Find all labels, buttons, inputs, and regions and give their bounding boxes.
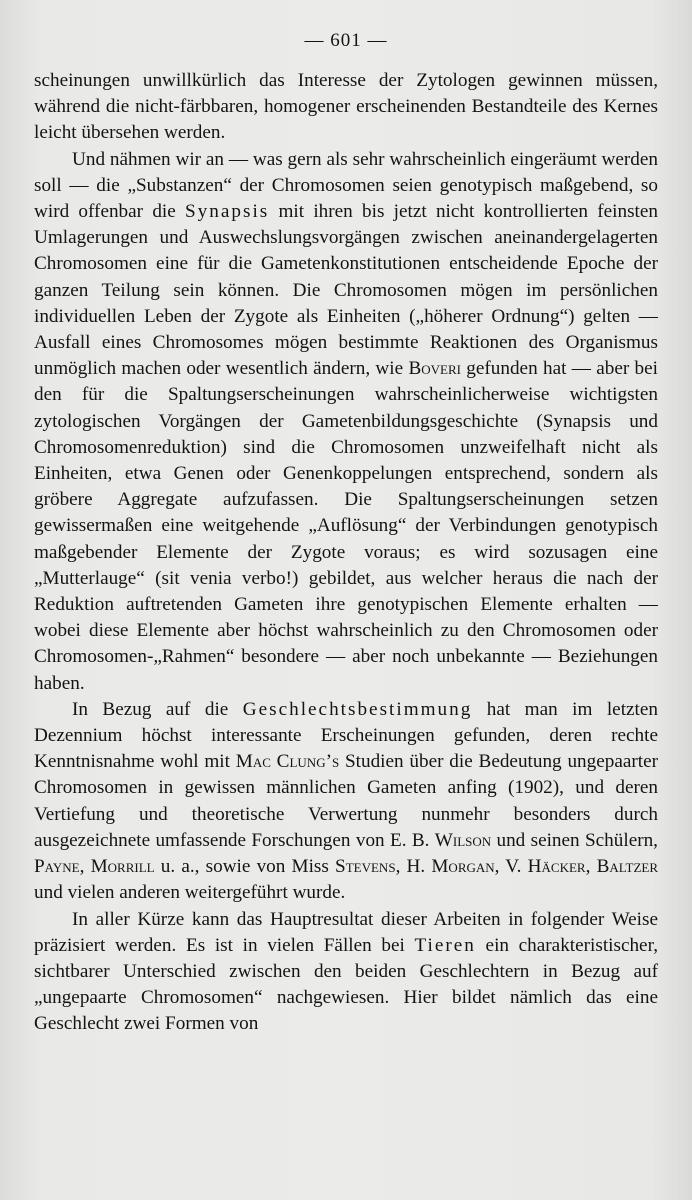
paragraph bbox=[34, 907, 658, 1038]
author-name: Baltzer bbox=[596, 856, 659, 878]
text-run: ein charakteristischer, sichtbarer Unterschied zwischen den beiden Geschlechtern in Bezug auf „ungepaarte Chromosomen“ nachgewiesen. Hier bildet nämlich das eine Geschlecht zwei Formen von bbox=[34, 934, 658, 1035]
text-run: gefunden hat — aber bei den für die Spaltungserscheinungen wahrscheinlicherweise wichtigsten zytologischen Vorgängen der Gametenbildungsgeschichte (Synapsis und Chromosomenreduktion) sind die Chromosomen unzweifelhaft nicht als Einheiten, etwa Genen oder Genenkoppelungen entsprechend, sondern als gröbere Aggregate aufzufassen. Die Spaltungserscheinungen setzen gewissermaßen eine weitgehende „Auflösung“ der Verbindungen genotypisch maßgebender Elemente der Zygote voraus; es wird sozusagen eine „Mutterlauge“ (sit venia verbo!) gebildet, aus welcher heraus die nach der Reduktion auftretenden Gameten ihre genotypischen Elemente erhalten — wobei diese Elemente aber höchst wahrscheinlich zu den Chromosomen oder Chromosomen-„Rahmen“ besondere — aber noch unbekannte — Beziehungen haben. bbox=[34, 358, 658, 694]
author-name: Wilson bbox=[434, 829, 492, 851]
text-run: In aller Kürze kann das Hauptresultat dieser Arbeiten in folgender Weise präzisiert werden. Es ist in vielen Fällen bei bbox=[34, 908, 658, 956]
page-number: — 601 — bbox=[304, 30, 388, 51]
spaced-emphasis: Geschlechtsbestimmung bbox=[242, 698, 473, 720]
author-name: Payne bbox=[34, 856, 80, 878]
paragraph bbox=[34, 147, 658, 697]
author-name: Mac Clung’s bbox=[235, 751, 340, 773]
text-run: hat man im letzten Dezennium höchst interessante Erscheinungen gefunden, deren rechte Kenntnisnahme wohl mit bbox=[34, 698, 658, 773]
paragraph bbox=[34, 68, 658, 147]
spaced-emphasis: Tieren bbox=[414, 934, 476, 956]
spaced-emphasis: Synapsis bbox=[185, 201, 270, 223]
text-run: und vielen anderen weitergeführt wurde. bbox=[34, 882, 346, 904]
author-name: Boveri bbox=[408, 358, 461, 380]
text-run: , bbox=[79, 856, 91, 878]
body-text bbox=[34, 68, 658, 1038]
author-name: Stevens bbox=[335, 856, 396, 878]
paragraph bbox=[34, 697, 658, 907]
text-run: , H. bbox=[395, 856, 432, 878]
text-run: , bbox=[585, 856, 597, 878]
author-name: Morgan bbox=[431, 856, 495, 878]
text-run: und seinen Schülern, bbox=[491, 829, 658, 851]
text-run: scheinungen unwillkürlich das Interesse der Zytologen gewinnen müssen, während die nicht-färbbaren, homogener erscheinenden Bestandteile des Kernes leicht übersehen werden. bbox=[34, 70, 658, 144]
author-name: Morrill bbox=[90, 856, 155, 878]
author-name: Häcker bbox=[527, 856, 586, 878]
text-run: mit ihren bis jetzt nicht kontrollierten feinsten Umlagerungen und Auswechslungsvorgängen zwischen aneinandergelagerten Chromosomen eine für die Gametenkonstitutionen entscheidende Epoche der ganzen Teilung sein können. Die Chromosomen mögen im persönlichen individuellen Leben der Zygote als Einheiten („höherer Ordnung“) gelten — Ausfall eines Chromosomes mögen bestimmte Reaktionen des Organismus unmöglich machen oder wesentlich ändern, wie bbox=[34, 201, 658, 380]
text-run: u. a., sowie von Miss bbox=[154, 856, 336, 878]
text-run: Und nähmen wir an — was gern als sehr wahrscheinlich eingeräumt werden soll — die „Substanzen“ der Chromosomen seien genotypisch maßgebend, so wird offenbar die bbox=[34, 148, 658, 223]
text-run: In Bezug auf die bbox=[72, 698, 243, 720]
text-run: , V. bbox=[494, 856, 528, 878]
text-run: Studien über die Bedeutung ungepaarter Chromosomen in gewissen männlichen Gameten anfing (1902), und deren Vertiefung und theoretische Verwertung nunmehr besonders durch ausgezeichnete umfassende Forschungen von E. B. bbox=[34, 751, 658, 851]
